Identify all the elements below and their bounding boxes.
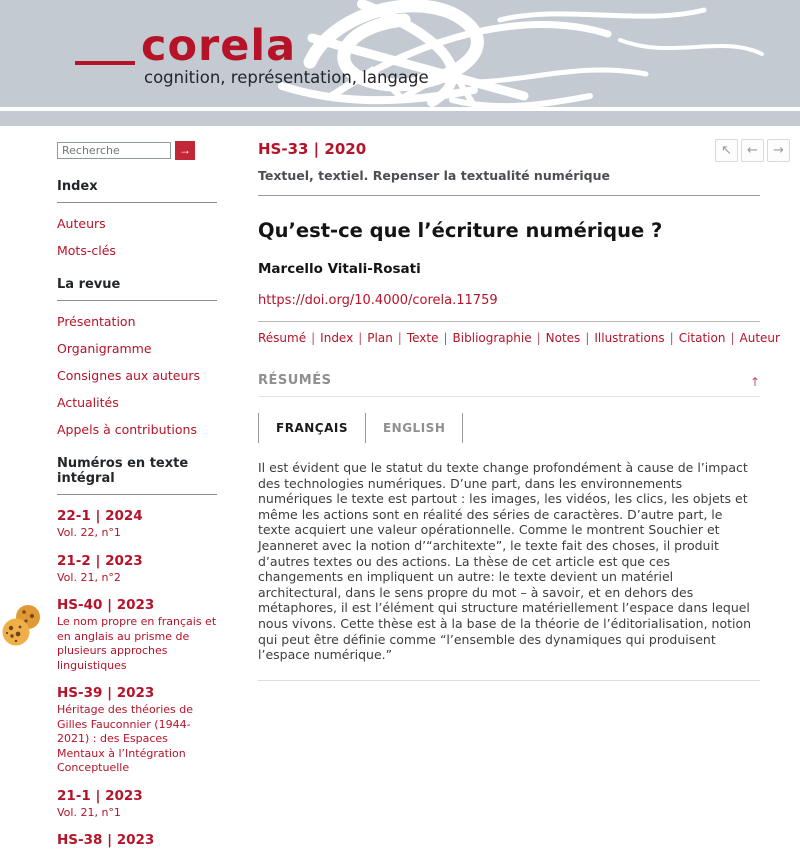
abstracts-heading: RÉSUMÉS bbox=[258, 373, 332, 388]
docnav-notes[interactable]: Notes bbox=[545, 331, 581, 345]
back-to-top-icon[interactable]: ↑ bbox=[749, 375, 760, 389]
docnav-illustrations[interactable]: Illustrations bbox=[594, 331, 665, 345]
sidebar-heading-la-revue: La revue bbox=[57, 277, 217, 301]
language-tabs bbox=[258, 413, 760, 443]
journal-logo[interactable]: corela bbox=[141, 21, 297, 71]
journal-tagline: cognition, représentation, langage bbox=[144, 68, 429, 87]
logo-dash bbox=[75, 61, 135, 65]
separator: | bbox=[585, 331, 590, 345]
issue-link-hs-40-2023[interactable]: HS-40 | 2023 bbox=[57, 597, 155, 613]
cookie-consent-button[interactable] bbox=[1, 602, 45, 650]
issue-link-21-2-2023[interactable]: 21-2 | 2023 bbox=[57, 552, 143, 569]
issue-link-hs-38-2023[interactable]: HS-38 | 2023 bbox=[57, 832, 155, 848]
issue-subtitle: Vol. 22, n°1 bbox=[57, 526, 121, 539]
sidebar-item-consignes[interactable]: Consignes aux auteurs bbox=[57, 368, 201, 383]
search-button[interactable] bbox=[175, 141, 195, 160]
cookies-icon bbox=[1, 602, 45, 650]
search-row bbox=[57, 141, 217, 160]
docnav-plan[interactable]: Plan bbox=[367, 331, 393, 345]
issue-link-22-1-2024[interactable]: 22-1 | 2024 bbox=[57, 508, 143, 524]
divider bbox=[258, 680, 760, 681]
docnav-index[interactable]: Index bbox=[320, 331, 354, 345]
sidebar-item-organigramme[interactable]: Organigramme bbox=[57, 341, 152, 356]
separator: | bbox=[730, 331, 735, 345]
sidebar-heading-numeros: Numéros en texte intégral bbox=[57, 456, 217, 495]
tab-francais[interactable]: FRANÇAIS bbox=[258, 413, 365, 443]
sidebar-item-presentation[interactable]: Présentation bbox=[57, 314, 136, 329]
divider bbox=[258, 321, 760, 322]
next-article-icon[interactable]: → bbox=[767, 139, 790, 162]
docnav-citation[interactable]: Citation bbox=[678, 331, 726, 345]
list-item bbox=[57, 597, 217, 673]
issue-subtitle: Vol. 21, n°1 bbox=[57, 805, 121, 819]
site-header bbox=[0, 0, 800, 107]
back-to-index-icon[interactable]: ↖ bbox=[715, 139, 738, 162]
separator: | bbox=[397, 331, 402, 345]
divider bbox=[258, 195, 760, 196]
previous-article-icon[interactable]: ← bbox=[741, 139, 764, 162]
list-item bbox=[57, 788, 217, 821]
sidebar bbox=[57, 141, 217, 860]
list-item bbox=[57, 553, 217, 586]
sidebar-heading-index: Index bbox=[57, 179, 217, 203]
page-title: Qu’est-ce que l’écriture numérique ? bbox=[258, 219, 663, 242]
author-name: Marcello Vitali-Rosati bbox=[258, 261, 421, 277]
issue-number[interactable]: HS-33 | 2020 bbox=[258, 140, 367, 158]
list-item bbox=[57, 685, 217, 776]
list-item bbox=[57, 508, 217, 541]
issue-subtitle: Héritage des théories de Gilles Fauconnier (1944-2021) : des Espaces Mentaux à l’Intégration Conceptuelle bbox=[57, 703, 194, 774]
tab-english[interactable]: ENGLISH bbox=[365, 413, 463, 443]
header-strip bbox=[0, 111, 800, 126]
sidebar-item-appels[interactable]: Appels à contributions bbox=[57, 422, 197, 437]
docnav-texte[interactable]: Texte bbox=[406, 331, 439, 345]
list-item bbox=[57, 832, 217, 848]
docnav-bibliographie[interactable]: Bibliographie bbox=[452, 331, 532, 345]
sidebar-item-auteurs[interactable]: Auteurs bbox=[57, 216, 106, 231]
issue-title: Textuel, textiel. Repenser la textualité numérique bbox=[258, 168, 610, 183]
sidebar-item-actualites[interactable]: Actualités bbox=[57, 395, 119, 410]
issue-subtitle: Le nom propre en français et en anglais au prisme de plusieurs approches linguistiques bbox=[57, 615, 217, 672]
separator: | bbox=[358, 331, 363, 345]
issue-link-hs-39-2023[interactable]: HS-39 | 2023 bbox=[57, 685, 155, 701]
separator: | bbox=[669, 331, 674, 345]
search-input[interactable] bbox=[57, 142, 171, 159]
doi-link[interactable]: https://doi.org/10.4000/corela.11759 bbox=[258, 293, 498, 308]
issue-link-21-1-2023[interactable]: 21-1 | 2023 bbox=[57, 787, 143, 804]
separator: | bbox=[443, 331, 448, 345]
scribble-art bbox=[0, 0, 800, 107]
main-content bbox=[258, 140, 780, 681]
separator: | bbox=[311, 331, 316, 345]
sidebar-item-mots-cles[interactable]: Mots-clés bbox=[57, 243, 116, 258]
separator: | bbox=[536, 331, 541, 345]
document-nav bbox=[258, 331, 780, 345]
abstract-text-fr: Il est évident que le statut du texte change profondément à cause de l’impact des technologies numériques. D’une part, dans les environnements numériques le texte est partout : les images, les vidéos, les clics, les objets et même les actions sont en réalité des séries de caractères. D’autre part, le texte acquiert une valeur opérationnelle. Comme le montrent Souchier et Jeanneret avec la notion d’“architexte”, le texte fait des choses, il produit d’autres textes ou des actions. La thèse de cet article est que ces changements en impliquent un autre: le texte devient un matériel architectural, dans le sens propre du mot – à savoir, et en dehors des métaphores, il est l’élément qui structure matériellement l’espace dans lequel nous vivons. Cette thèse est à la base de la théorie de l’éditorialisation, notion qui peut être définie comme “l’ensemble des dynamiques qui produisent l’espace numérique.” bbox=[258, 460, 752, 663]
docnav-auteur[interactable]: Auteur bbox=[739, 331, 780, 345]
issue-subtitle: Vol. 21, n°2 bbox=[57, 570, 121, 584]
abstracts-header bbox=[258, 373, 760, 397]
search-arrow-icon: → bbox=[179, 143, 191, 157]
docnav-resume[interactable]: Résumé bbox=[258, 331, 307, 345]
